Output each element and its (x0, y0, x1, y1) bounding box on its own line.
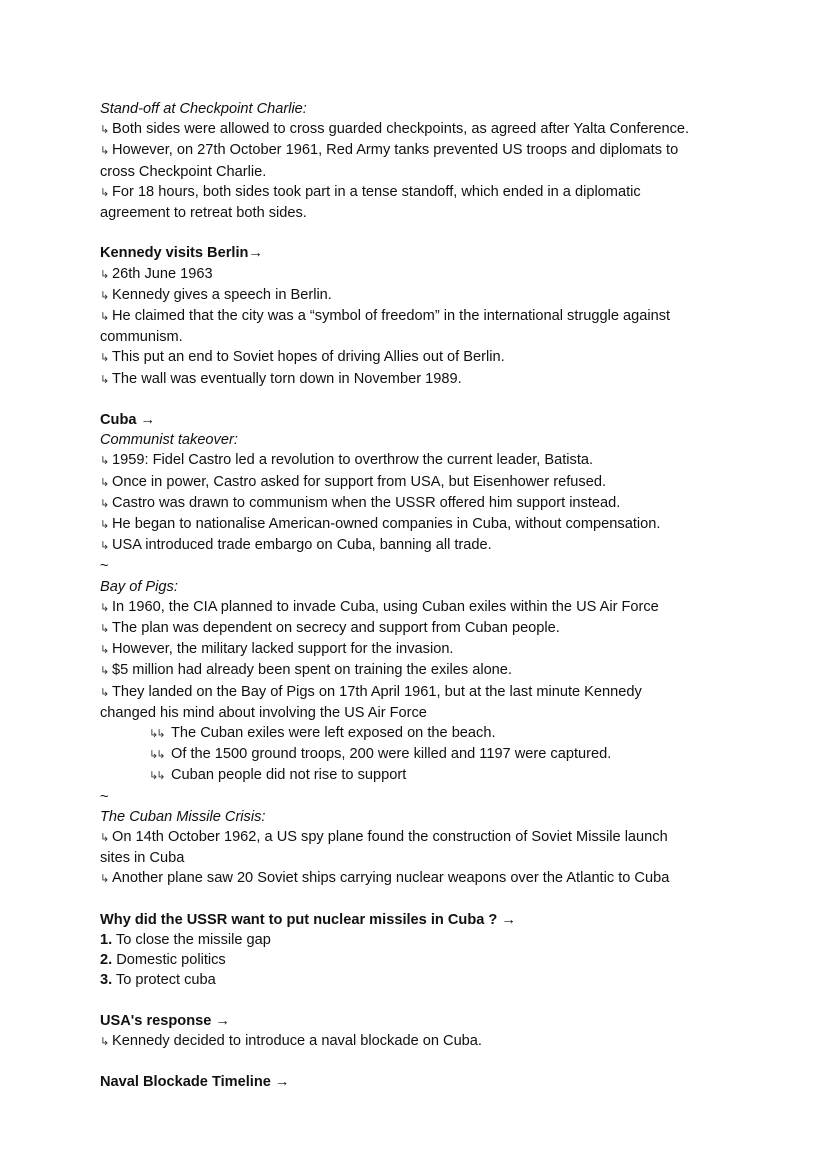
bullet-arrow-icon: ↳ (100, 373, 110, 386)
checkpoint-heading: Stand-off at Checkpoint Charlie: (100, 101, 307, 117)
double-arrow-icon: ↳↳ (149, 770, 164, 783)
bay-sub-bullet-1: ↳↳ The Cuban exiles were left exposed on the beach. (100, 723, 740, 744)
bullet-arrow-icon: ↳ (100, 686, 110, 699)
kennedy-bullet-3: ↳ He claimed that the city was a “symbol of freedom” in the international struggle against (100, 306, 740, 327)
bay-separator: ~ (100, 788, 109, 805)
why-item-1: 1. To close the missile gap (100, 932, 271, 949)
missile-crisis-heading: The Cuban Missile Crisis: (100, 808, 266, 825)
kennedy-bullet-5: ↳ The wall was eventually torn down in November 1989. (100, 369, 740, 390)
spacer (100, 390, 740, 410)
bay-bullet-1: ↳ In 1960, the CIA planned to invade Cuba, using Cuban exiles within the US Air Force (100, 597, 740, 618)
bullet-arrow-icon: ↳ (100, 476, 110, 489)
bay-bullet-3: ↳ However, the military lacked support for the invasion. (100, 639, 740, 660)
cuba-separator: ~ (100, 558, 109, 575)
checkpoint-bullet-2: ↳ However, on 27th October 1961, Red Army tanks prevented US troops and diplomats to (100, 140, 740, 161)
bay-bullet-2: ↳ The plan was dependent on secrecy and support from Cuban people. (100, 618, 740, 639)
cuba-heading: Cuba → (100, 412, 156, 429)
cuba-bullet-1: ↳ 1959: Fidel Castro led a revolution to overthrow the current leader, Batista. (100, 450, 740, 471)
missile-bullet-1: ↳ On 14th October 1962, a US spy plane found the construction of Soviet Missile launch (100, 827, 740, 848)
double-arrow-icon: ↳↳ (149, 749, 164, 762)
timeline-heading: Naval Blockade Timeline → (100, 1074, 290, 1091)
spacer (100, 1052, 740, 1072)
cuba-bullet-2: ↳ Once in power, Castro asked for support from USA, but Eisenhower refused. (100, 472, 740, 493)
bullet-arrow-icon: ↳ (100, 311, 110, 324)
cuba-bullet-4: ↳ He began to nationalise American-owned companies in Cuba, without compensation. (100, 514, 740, 535)
bullet-arrow-icon: ↳ (100, 519, 110, 532)
kennedy-bullet-4: ↳ This put an end to Soviet hopes of driving Allies out of Berlin. (100, 347, 740, 368)
checkpoint-bullet-3: ↳ For 18 hours, both sides took part in a tense standoff, which ended in a diplomatic (100, 182, 740, 203)
checkpoint-bullet-2-cont: cross Checkpoint Charlie. (100, 163, 267, 180)
bullet-arrow-icon: ↳ (100, 145, 110, 158)
bullet-arrow-icon: ↳ (100, 289, 110, 302)
bullet-arrow-icon: ↳ (100, 644, 110, 657)
bay-bullet-5: ↳ They landed on the Bay of Pigs on 17th April 1961, but at the last minute Kennedy (100, 682, 740, 703)
bullet-arrow-icon: ↳ (100, 623, 110, 636)
notes-content (100, 99, 740, 1093)
bullet-arrow-icon: ↳ (100, 540, 110, 553)
checkpoint-bullet-3-cont: agreement to retreat both sides. (100, 205, 307, 222)
bay-bullet-4: ↳ $5 million had already been spent on training the exiles alone. (100, 660, 740, 681)
bay-of-pigs-heading: Bay of Pigs: (100, 578, 178, 595)
bullet-arrow-icon: ↳ (100, 268, 110, 281)
checkpoint-bullet-1: ↳ Both sides were allowed to cross guarded checkpoints, as agreed after Yalta Conference. (100, 119, 740, 140)
kennedy-heading: Kennedy visits Berlin→ (100, 245, 264, 262)
bullet-arrow-icon: ↳ (100, 832, 110, 845)
missile-bullet-2: ↳ Another plane saw 20 Soviet ships carrying nuclear weapons over the Atlantic to Cuba (100, 868, 740, 889)
usa-response-heading: USA's response → (100, 1012, 230, 1029)
why-ussr-heading: Why did the USSR want to put nuclear missiles in Cuba ? → (100, 911, 516, 928)
bay-sub-bullet-3: ↳↳ Cuban people did not rise to support (100, 765, 740, 786)
why-item-2: 2. Domestic politics (100, 952, 226, 969)
why-item-3: 3. To protect cuba (100, 972, 216, 989)
cuba-bullet-5: ↳ USA introduced trade embargo on Cuba, banning all trade. (100, 535, 740, 556)
missile-bullet-1-cont: sites in Cuba (100, 850, 185, 867)
bullet-arrow-icon: ↳ (100, 601, 110, 614)
usa-response-bullet-1: ↳ Kennedy decided to introduce a naval blockade on Cuba. (100, 1031, 740, 1052)
kennedy-bullet-2: ↳ Kennedy gives a speech in Berlin. (100, 285, 740, 306)
kennedy-bullet-1: ↳ 26th June 1963 (100, 264, 740, 285)
bay-bullet-5-cont: changed his mind about involving the US Air Force (100, 704, 427, 721)
bay-sub-bullet-2: ↳↳ Of the 1500 ground troops, 200 were killed and 1197 were captured. (100, 744, 740, 765)
bullet-arrow-icon: ↳ (100, 124, 110, 137)
kennedy-bullet-3-cont: communism. (100, 329, 183, 346)
cuba-bullet-3: ↳ Castro was drawn to communism when the USSR offered him support instead. (100, 493, 740, 514)
spacer (100, 991, 740, 1011)
bullet-arrow-icon: ↳ (100, 665, 110, 678)
double-arrow-icon: ↳↳ (149, 728, 164, 741)
spacer (100, 890, 740, 910)
bullet-arrow-icon: ↳ (100, 352, 110, 365)
spacer (100, 223, 740, 243)
bullet-arrow-icon: ↳ (100, 873, 110, 886)
bullet-arrow-icon: ↳ (100, 455, 110, 468)
bullet-arrow-icon: ↳ (100, 1036, 110, 1049)
bullet-arrow-icon: ↳ (100, 186, 110, 199)
cuba-subheading: Communist takeover: (100, 432, 238, 449)
bullet-arrow-icon: ↳ (100, 497, 110, 510)
